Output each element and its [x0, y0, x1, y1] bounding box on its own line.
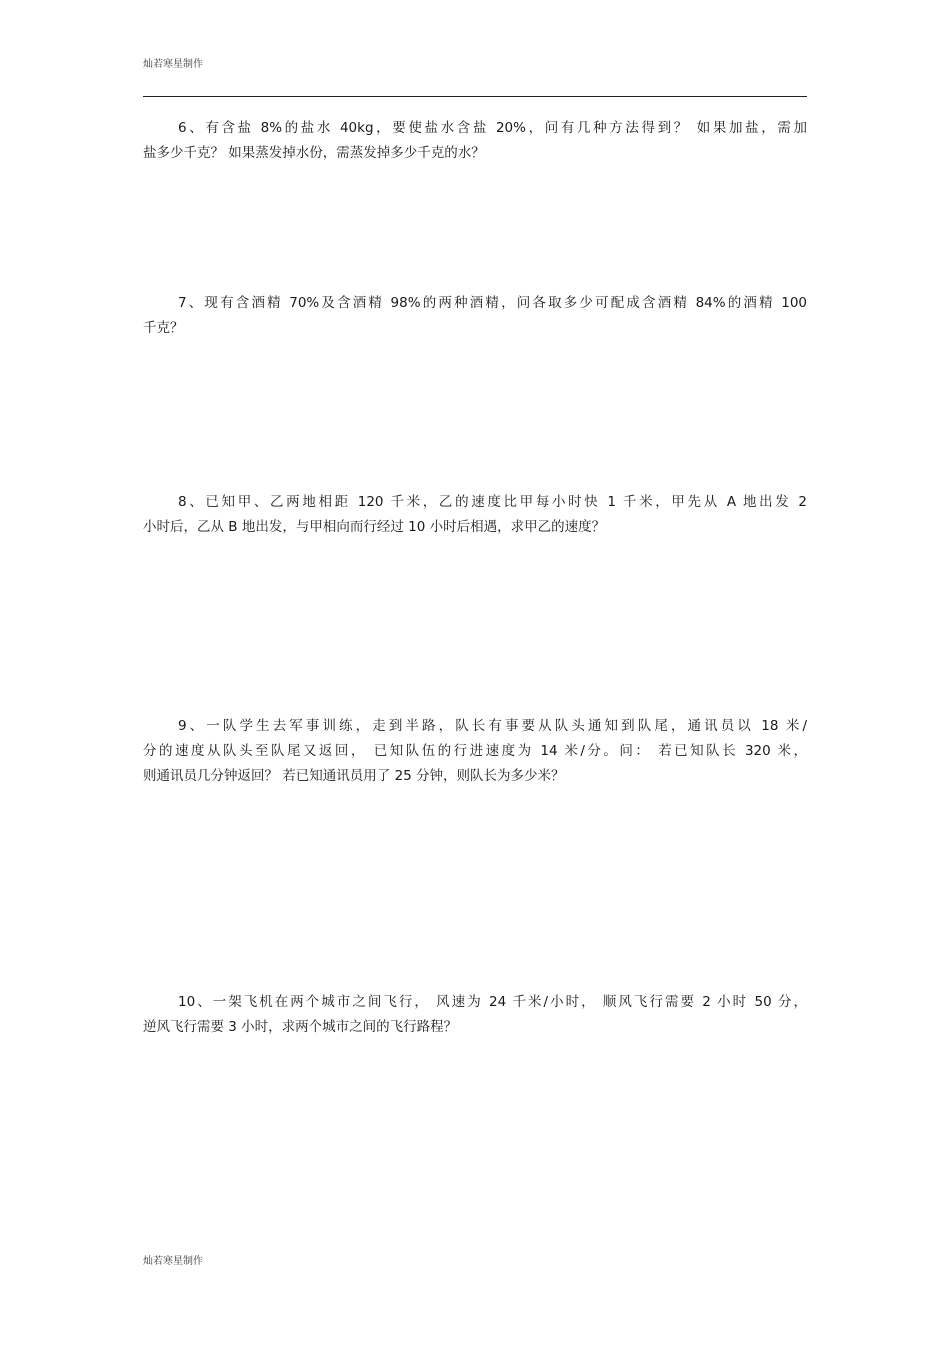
problem-7-line-1: 7、现有含酒精 70%及含酒精 98%的两种酒精，问各取多少可配成含酒精 84%的酒精 100	[178, 295, 807, 311]
problem-8-line-1: 8、已知甲、乙两地相距 120 千米，乙的速度比甲每小时快 1 千米，甲先从 A 地出发 2	[178, 494, 807, 510]
problem-10-line-1: 10、一架飞机在两个城市之间飞行， 风速为 24 千米/小时， 顺风飞行需要 2 小时 50 分，	[178, 994, 807, 1010]
page-header-text: 灿若寒星制作	[143, 59, 203, 70]
problem-9-line-1: 9、一队学生去军事训练，走到半路，队长有事要从队头通知到队尾，通讯员以 18 米/	[178, 718, 807, 734]
problem-8	[143, 490, 807, 540]
problem-9	[143, 714, 807, 789]
page-footer-text: 灿若寒星制作	[143, 1256, 203, 1267]
header-divider	[143, 96, 807, 97]
problem-8-line-2: 小时后，乙从 B 地出发，与甲相向而行经过 10 小时后相遇，求甲乙的速度？	[143, 519, 606, 535]
problem-6-line-1: 6、有含盐 8%的盐水 40kg，要使盐水含盐 20%，问有几种方法得到？ 如果加盐，需加	[178, 120, 807, 136]
problem-7	[143, 291, 807, 341]
problem-10-line-2: 逆风飞行需要 3 小时，求两个城市之间的飞行路程？	[143, 1019, 458, 1035]
problem-9-line-2: 分的速度从队头至队尾又返回， 已知队伍的行进速度为 14 米/分。问： 若已知队长 320 米，	[143, 743, 807, 759]
problem-6	[143, 116, 807, 166]
problem-10	[143, 990, 807, 1040]
problem-7-line-2: 千克？	[143, 320, 184, 336]
problem-9-line-3: 则通讯员几分钟返回？ 若已知通讯员用了 25 分钟，则队长为多少米？	[143, 768, 565, 784]
problem-6-line-2: 盐多少千克？ 如果蒸发掉水份，需蒸发掉多少千克的水？	[143, 145, 485, 161]
